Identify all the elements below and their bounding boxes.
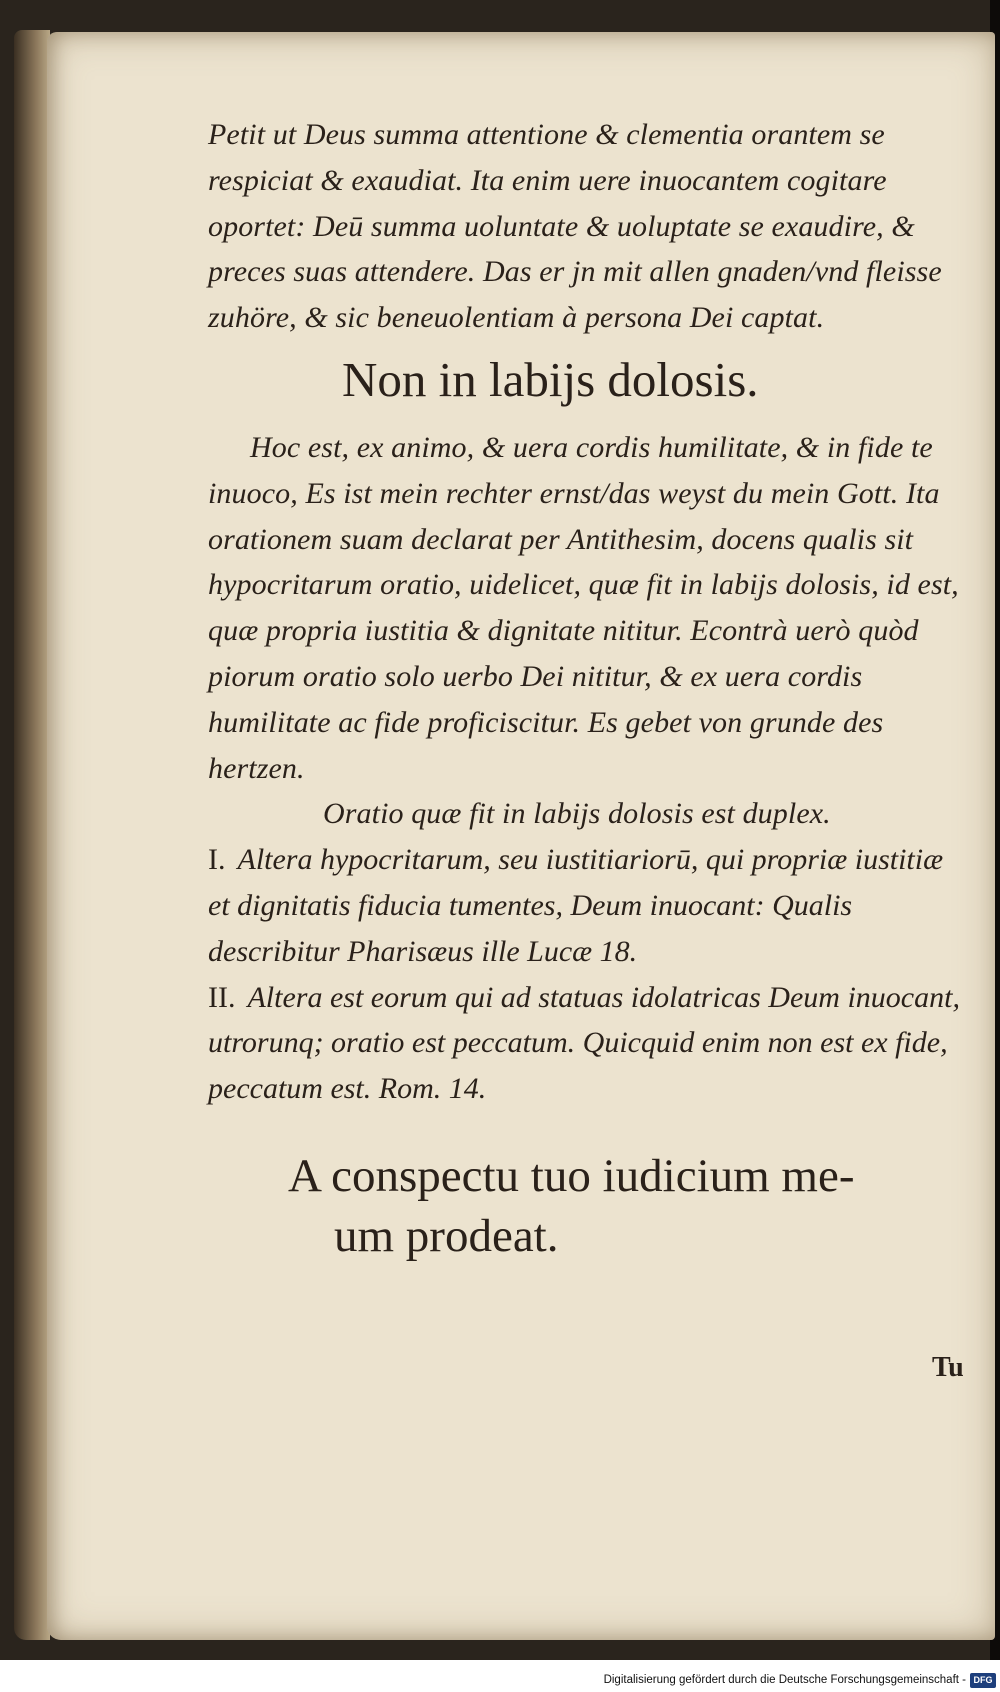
list-item-number: II. bbox=[208, 980, 236, 1014]
paragraph-duplex: Oratio quæ fit in labijs dolosis est duplex. bbox=[323, 797, 831, 831]
list-item-text: Altera est eorum qui ad statuas idolatricas Deum inuocant, utrorunq; oratio est peccatum. Quicquid enim non est ex fide, peccatum est. Rom. 14. bbox=[208, 980, 960, 1106]
page-text bbox=[208, 112, 968, 1266]
catchword: Tu bbox=[932, 1352, 964, 1383]
lemma-heading-2 bbox=[288, 1146, 968, 1266]
list-item-text: Altera hypocritarum, seu iustitiariorū, qui propriæ iustitiæ et dignitatis fiducia tumentes, Deum inuocant: Qualis describitur Pharisæus ille Lucæ 18. bbox=[208, 843, 944, 968]
funding-credit: Digitalisierung gefördert durch die Deutsche Forschungsgemeinschaft - bbox=[603, 1674, 966, 1686]
digitization-footer bbox=[0, 1672, 1000, 1692]
paragraph-commentary: Hoc est, ex animo, & uera cordis humilitate, & in fide te inuoco, Es ist mein rechter ernst/das weyst du mein Gott. Ita orationem suam declarat per Antithesim, docens qualis sit hypocritarum oratio, uidelicet, quæ fit in labijs dolosis, id est, quæ propria iustitia & dignitate nititur. Econtrà uerò quòd piorum oratio solo uerbo Dei nititur, & ex uera cordis humilitate ac fide proficiscitur. Es gebet von grunde des hertzen. bbox=[208, 430, 959, 785]
dfg-logo-icon: DFG bbox=[970, 1673, 996, 1688]
lemma-heading-1: Non in labijs dolosis. bbox=[342, 351, 759, 407]
list-item-number: I. bbox=[208, 843, 226, 877]
page-left-edge bbox=[14, 30, 50, 1640]
lemma-heading-2-line-2: um prodeat. bbox=[334, 1209, 559, 1262]
paragraph-petition: Petit ut Deus summa attentione & clementia orantem se respiciat & exaudiat. Ita enim uere inuocantem cogitare oportet: Deū summa uoluntate & uoluptate se exaudire, & preces suas attendere. Das er jn mit allen gnaden/vnd fleisse zuhöre, & sic beneuolentiam à persona Dei captat. bbox=[208, 118, 942, 335]
lemma-heading-2-line-1: A conspectu tuo iudicium me- bbox=[288, 1149, 855, 1202]
list-item-2 bbox=[208, 975, 968, 1112]
list-item-1 bbox=[208, 837, 968, 974]
